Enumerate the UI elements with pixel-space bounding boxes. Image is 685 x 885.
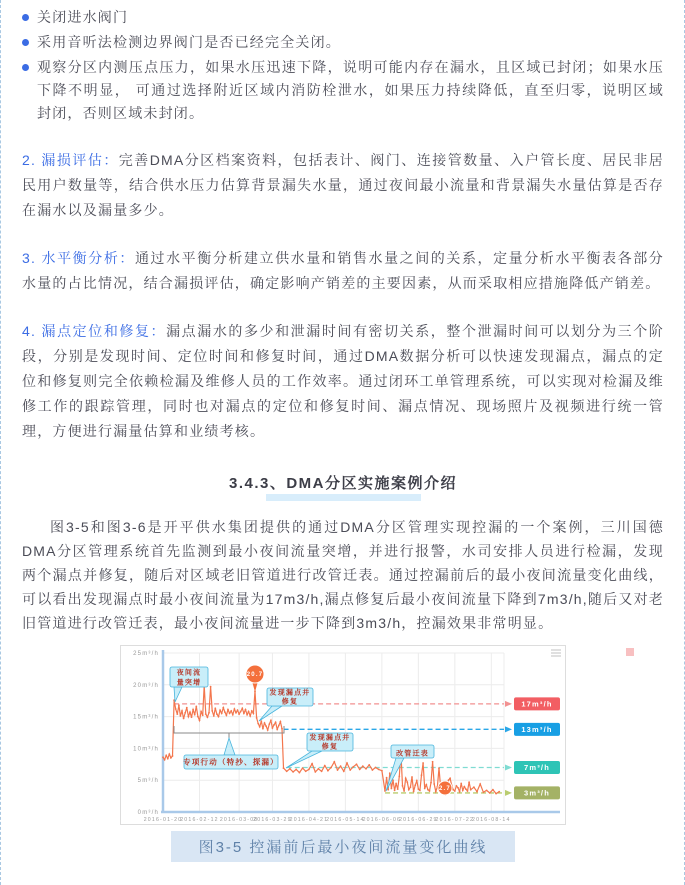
- pink-artifact-mark: [626, 648, 634, 656]
- svg-text:夜间流: 夜间流: [176, 669, 202, 677]
- svg-text:2016-06-06: 2016-06-06: [362, 817, 402, 823]
- svg-text:发现漏点并: 发现漏点并: [269, 689, 311, 697]
- bullet-text: 关闭进水阀门: [37, 9, 129, 25]
- bullet-icon: [22, 14, 29, 21]
- paragraph-label: 4. 漏点定位和修复：: [22, 323, 167, 339]
- svg-text:0m³/h: 0m³/h: [137, 810, 159, 816]
- svg-text:13m³/h: 13m³/h: [521, 724, 553, 734]
- svg-text:17m³/h: 17m³/h: [521, 699, 553, 709]
- svg-text:修复: 修复: [321, 743, 339, 751]
- section-heading: 3.4.3、DMA分区实施案例介绍: [228, 475, 458, 492]
- svg-text:量突增: 量突增: [176, 679, 202, 687]
- paragraph-label: 2. 漏损评估：: [22, 152, 119, 168]
- svg-text:25m³/h: 25m³/h: [133, 651, 159, 657]
- bullet-list: [22, 6, 664, 125]
- svg-text:7m³/h: 7m³/h: [523, 762, 551, 772]
- paragraph-leak-assessment: [22, 148, 664, 223]
- paragraph-leak-locating: [22, 319, 664, 444]
- svg-text:发现漏点并: 发现漏点并: [309, 734, 351, 742]
- figure-caption: 图3-5 控漏前后最小夜间流量变化曲线: [171, 831, 516, 862]
- svg-text:修复: 修复: [281, 698, 299, 706]
- svg-text:2016-08-14: 2016-08-14: [472, 817, 511, 823]
- svg-text:2016-03-29: 2016-03-29: [253, 817, 292, 823]
- svg-text:20.7: 20.7: [246, 672, 264, 679]
- night-flow-line-chart: [120, 645, 566, 825]
- svg-text:20m³/h: 20m³/h: [133, 682, 159, 689]
- document-content: [1, 0, 684, 862]
- svg-text:15m³/h: 15m³/h: [133, 714, 159, 721]
- svg-text:3m³/h: 3m³/h: [523, 788, 551, 798]
- list-item: [22, 56, 664, 125]
- svg-text:10m³/h: 10m³/h: [133, 746, 159, 753]
- svg-text:改管迁表: 改管迁表: [396, 750, 429, 758]
- svg-text:2016-02-12: 2016-02-12: [180, 817, 219, 823]
- paragraph-text: 通过水平衡分析建立供水量和销售水量之间的关系，定量分析水平衡表各部分水量的占比情况，结合漏损评估，确定影响产销差的主要因素，从而采取相应措施降低产销差。: [22, 250, 664, 291]
- figure-3-5-chart: [120, 645, 566, 825]
- svg-text:5m³/h: 5m³/h: [137, 778, 159, 785]
- list-item: [22, 31, 664, 54]
- heading-highlight-bar: [266, 494, 421, 501]
- paragraph-text: 漏点漏水的多少和泄漏时间有密切关系，整个泄漏时间可以划分为三个阶段，分别是发现时间、定位时间和修复时间，通过DMA数据分析可以快速发现漏点，漏点的定位和修复则完全依赖检漏及维修人员的工作效率。通过闭环工单管理系统，可以实现对检漏及维修工作的跟踪管理，同时也对漏点的定位和修复时间、漏点情况、现场照片及视频进行统一管理，方便进行漏量估算和业绩考核。: [22, 323, 664, 439]
- paragraph-water-balance: [22, 246, 664, 296]
- bullet-text: 观察分区内测压点压力，如果水压迅速下降，说明可能内存在漏水，且区域已封闭；如果水压下降不明显， 可通过选择附近区域内消防栓泄水，如果压力持续降低，直至归零，说明区域封闭，否则区域未封闭。: [37, 59, 664, 121]
- paragraph-text: 完善DMA分区档案资料，包括表计、阀门、连接管数量、入户管长度、居民非居民用户数量等，结合供水压力估算背景漏失水量，通过夜间最小流量和背景漏失水量估算是否存在漏水以及漏量多少。: [22, 152, 665, 218]
- bullet-icon: [22, 64, 29, 71]
- paragraph-case-study: 图3-5和图3-6是开平供水集团提供的通过DMA分区管理实现控漏的一个案例，三川国德DMA分区管理系统首先监测到最小夜间流量突增，并进行报警，水司安排人员进行检漏，发现两个漏点并修复，随后对区域老旧管道进行改管迁表。通过控漏前后的最小夜间流量变化曲线，可以看出发现漏点时最小夜间流量为17m3/h,漏点修复后最小夜间流量下降到7m3/h,随后又对老旧管道进行改管迁表，最小夜间流量进一步下降到3m3/h，控漏效果非常明显。: [22, 519, 664, 631]
- svg-text:专项行动（特抄、探漏）: 专项行动（特抄、探漏）: [183, 757, 279, 767]
- svg-text:2016-01-20: 2016-01-20: [143, 817, 183, 823]
- svg-text:2016-07-22: 2016-07-22: [435, 817, 475, 823]
- section-heading-wrap: [22, 472, 664, 501]
- bullet-icon: [22, 39, 29, 46]
- paragraph-label: 3. 水平衡分析：: [22, 250, 135, 266]
- list-item: [22, 6, 664, 29]
- svg-text:2016-05-14: 2016-05-14: [326, 817, 365, 823]
- svg-text:2016-06-29: 2016-06-29: [399, 817, 438, 823]
- svg-text:2.7: 2.7: [439, 786, 451, 793]
- svg-text:2016-04-21: 2016-04-21: [289, 817, 329, 823]
- figure-caption-wrap: [22, 831, 664, 862]
- svg-text:2016-03-08: 2016-03-08: [219, 817, 259, 823]
- bullet-text: 采用音听法检测边界阀门是否已经完全关闭。: [37, 34, 341, 50]
